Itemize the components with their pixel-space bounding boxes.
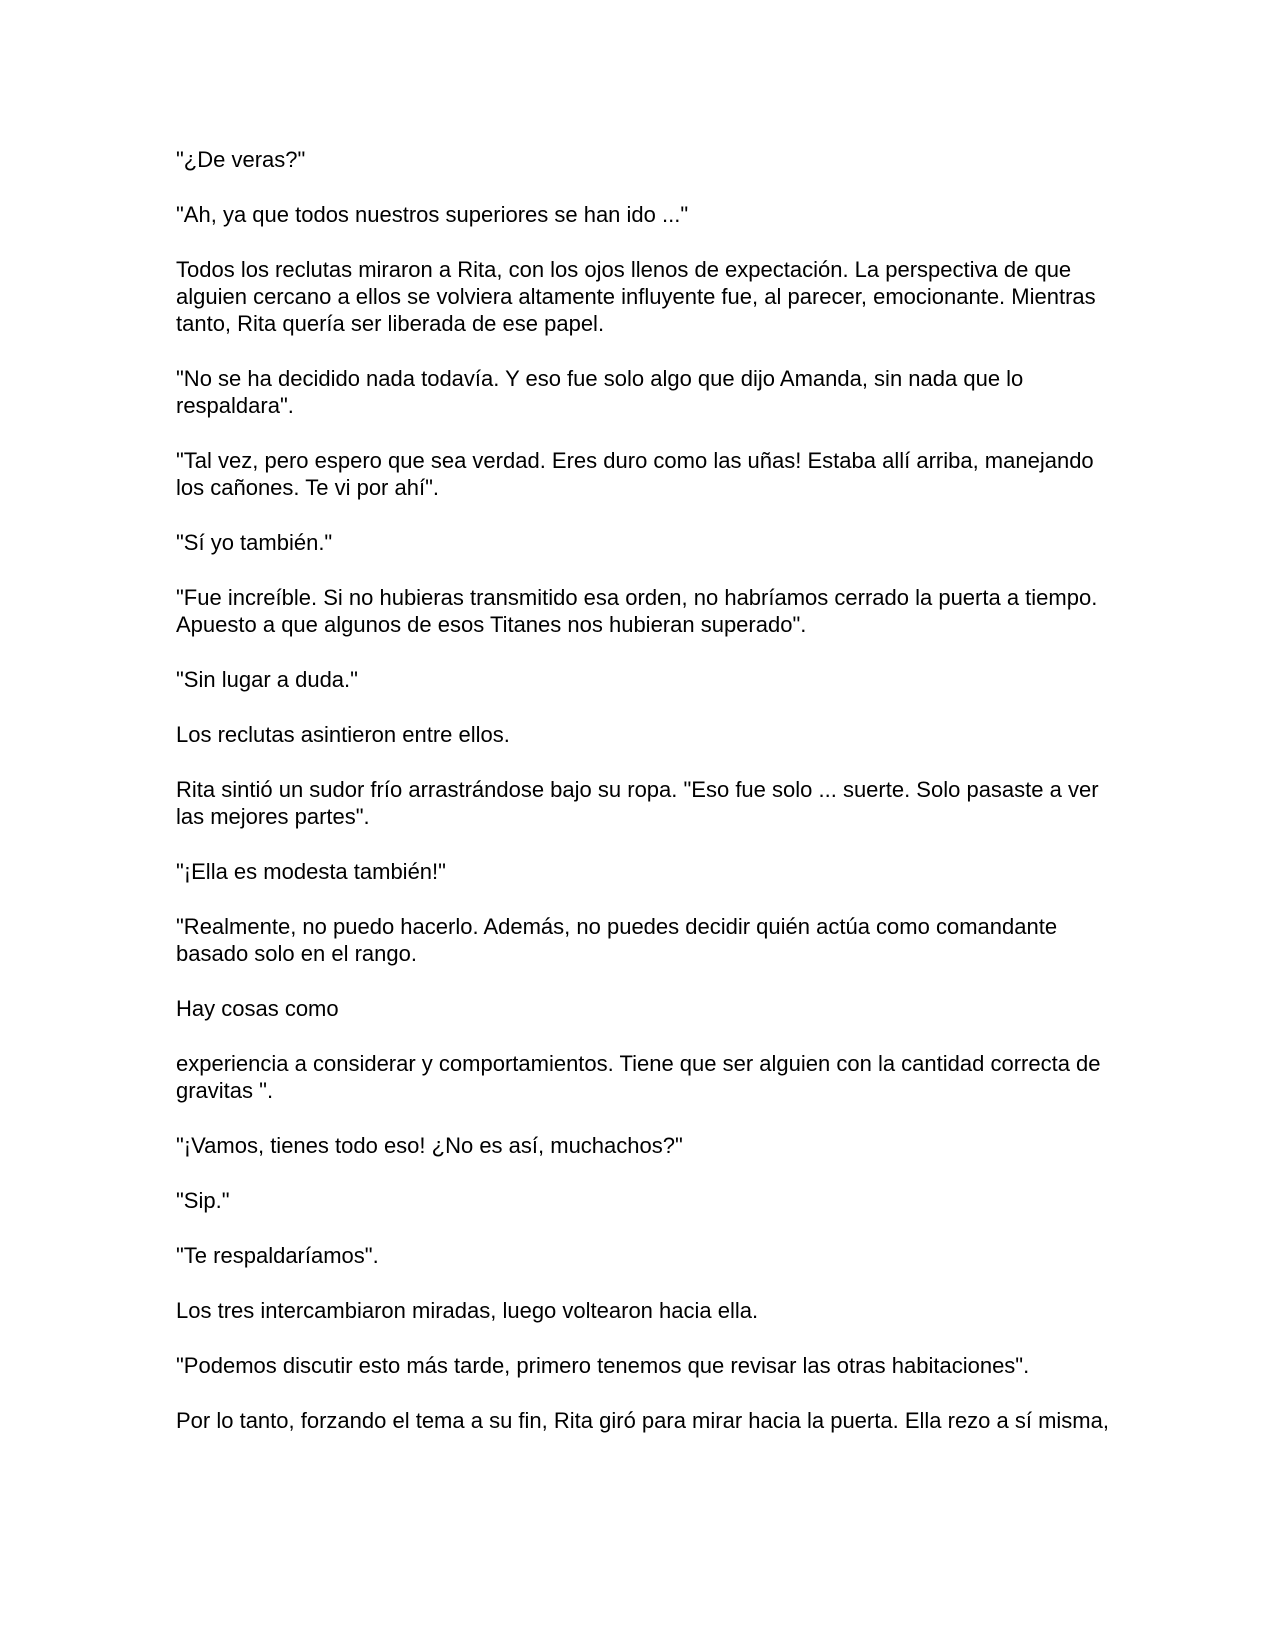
paragraph-3: Todos los reclutas miraron a Rita, con los ojos llenos de expectación. La perspectiva de que alguien cercano a ellos se volviera altamente influyente fue, al parecer, emocionante. Mientras tanto, Rita quería ser liberada de ese papel. [176,257,1096,336]
paragraph-16: "Sip." [176,1188,230,1213]
paragraph-5: "Tal vez, pero espero que sea verdad. Eres duro como las uñas! Estaba allí arriba, manejando los cañones. Te vi por ahí". [176,448,1094,500]
paragraph-17: "Te respaldaríamos". [176,1243,379,1268]
paragraph-19: "Podemos discutir esto más tarde, primero tenemos que revisar las otras habitaciones". [176,1353,1030,1378]
paragraph-12: "Realmente, no puedo hacerlo. Además, no puedes decidir quién actúa como comandante basado solo en el rango. [176,914,1058,966]
paragraph-8: "Sin lugar a duda." [176,667,358,692]
paragraph-6: "Sí yo también." [176,530,333,555]
paragraph-18: Los tres intercambiaron miradas, luego voltearon hacia ella. [176,1298,759,1323]
paragraph-14: experiencia a considerar y comportamientos. Tiene que ser alguien con la cantidad correcta de gravitas ". [176,1051,1101,1103]
paragraph-1: "¿De veras?" [176,147,306,172]
paragraph-20: Por lo tanto, forzando el tema a su fin, Rita giró para mirar hacia la puerta. Ella rezo a sí misma, [176,1408,1109,1433]
paragraph-10: Rita sintió un sudor frío arrastrándose bajo su ropa. "Eso fue solo ... suerte. Solo pasaste a ver las mejores partes". [176,777,1099,829]
paragraph-7: "Fue increíble. Si no hubieras transmitido esa orden, no habríamos cerrado la puerta a tiempo. Apuesto a que algunos de esos Titanes nos hubieran superado". [176,585,1098,637]
document-body [176,146,1116,1462]
paragraph-4: "No se ha decidido nada todavía. Y eso fue solo algo que dijo Amanda, sin nada que lo respaldara". [176,366,1024,418]
paragraph-15: "¡Vamos, tienes todo eso! ¿No es así, muchachos?" [176,1133,683,1158]
paragraph-11: "¡Ella es modesta también!" [176,859,446,884]
paragraph-9: Los reclutas asintieron entre ellos. [176,722,510,747]
paragraph-2: "Ah, ya que todos nuestros superiores se han ido ..." [176,202,689,227]
paragraph-13: Hay cosas como [176,996,339,1021]
